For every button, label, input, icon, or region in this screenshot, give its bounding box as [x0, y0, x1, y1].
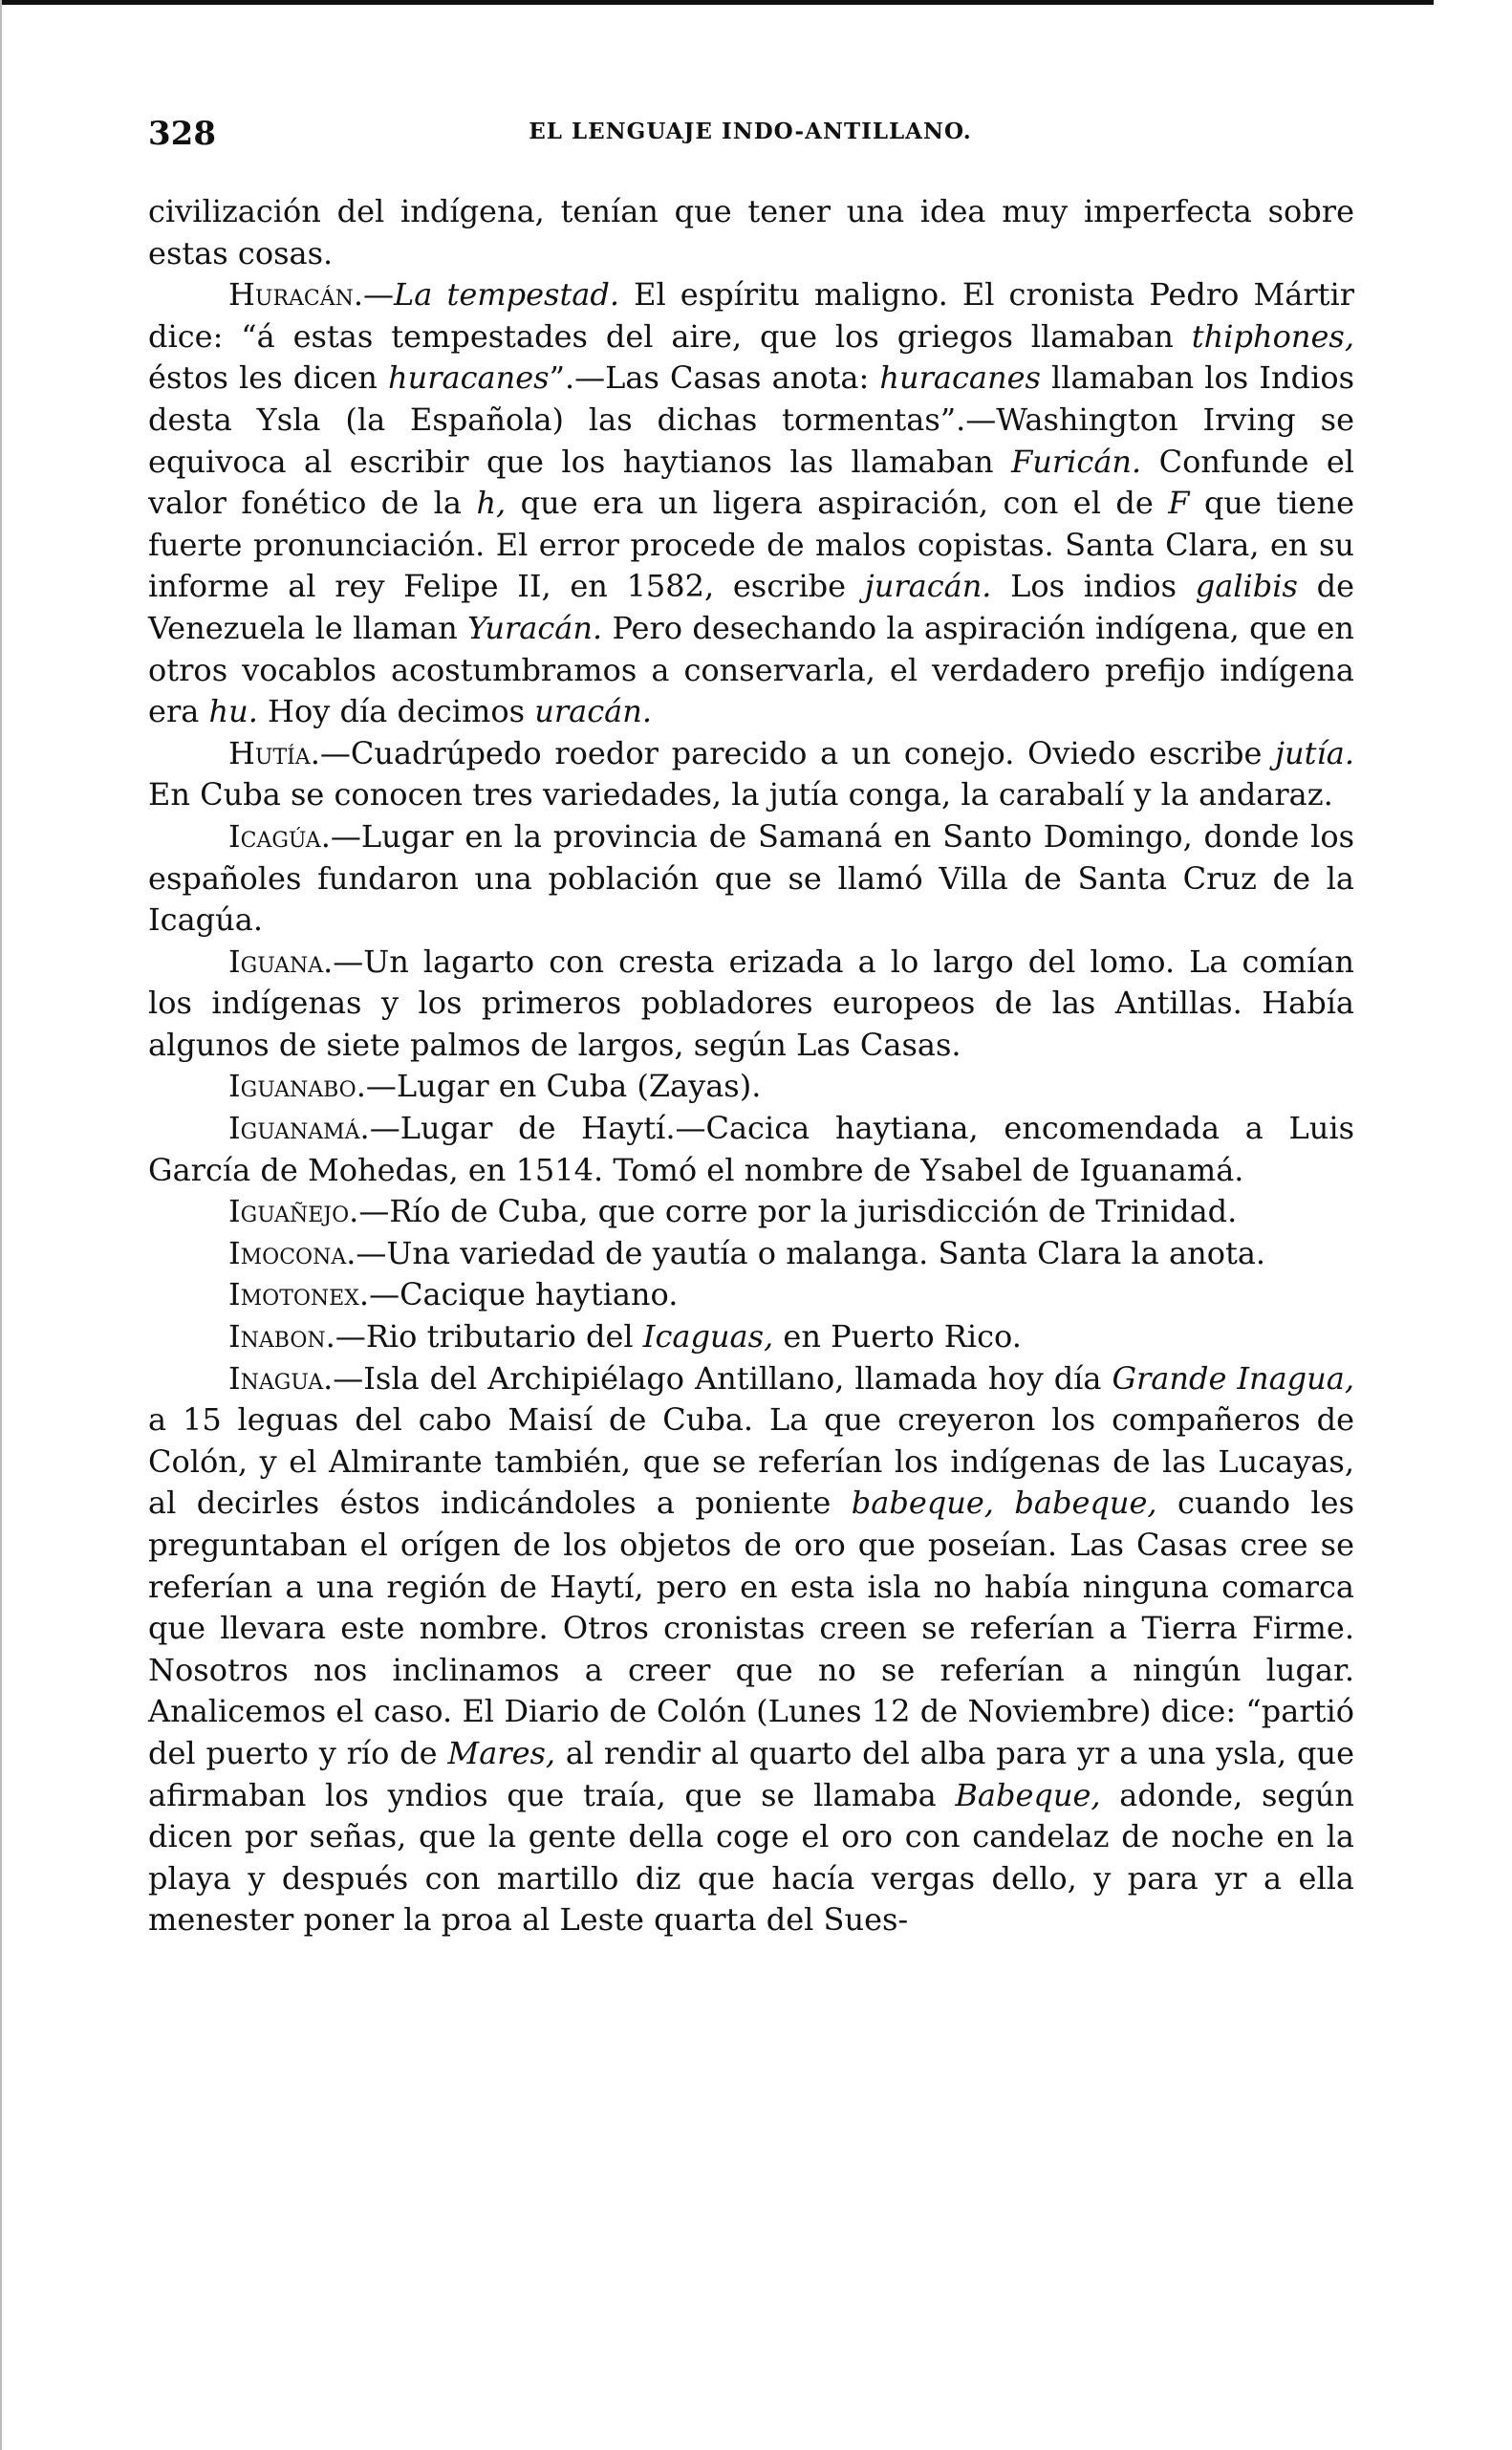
page-number: 328: [148, 115, 216, 153]
dictionary-entry: [148, 1191, 1354, 1233]
entry-headword: Huracán: [228, 276, 354, 314]
entry-text: Confunde el valor fonético de la: [148, 443, 1355, 522]
entry-text: llamaban los Indios desta Ysla (la Española) las dichas tormentas”.—Washington Irving se equivoca al escribir que los haytianos las llamaban: [148, 359, 1355, 480]
dictionary-entry: [148, 1316, 1354, 1358]
dictionary-entry: [148, 942, 1354, 1067]
entry-text: adonde, según dicen por señas, que la gente della coge el oro con candelaz de noche en la playa y después con martillo diz que hacía vergas dello, y para yr a ella menester poner la proa al Leste quarta del Sues-: [148, 1776, 1355, 1939]
entry-text: que tiene fuerte pronunciación. El error procede de malos copistas. Santa Clara, en su informe al rey Felipe II, en 1582, escribe: [148, 485, 1355, 605]
entry-text: .—Lugar de Haytí.—Cacica haytiana, encomendada a Luis García de Mohedas, en 1514. Tomó el nombre de Ysabel de Iguanamá.: [148, 1110, 1354, 1188]
entry-headword: Imocona: [228, 1234, 347, 1271]
left-page-edge: [0, 0, 2, 2450]
entry-text: En Cuba se conocen tres variedades, la jutía conga, la carabalí y la andaraz.: [148, 776, 1333, 813]
entry-text: de Venezuela le llaman: [148, 568, 1354, 646]
entry-headword: Iguañejo: [228, 1193, 350, 1230]
italic-term: La tempestad.: [394, 276, 620, 314]
top-border-line: [0, 0, 1434, 5]
page-header: [148, 115, 1352, 172]
entry-headword: Inabon: [228, 1318, 326, 1355]
entry-headword: Hutía: [228, 734, 311, 771]
italic-term: Grande Inagua,: [1112, 1359, 1355, 1397]
entry-text: ”.—Las Casas anota:: [549, 359, 880, 397]
entry-text: .—Isla del Archipiélago Antillano, llamada hoy día: [323, 1359, 1112, 1397]
entry-text: civilización del indígena, tenían que tener una idea muy imperfecta sobre estas cosas.: [148, 193, 1354, 271]
entry-text: .—Lugar en la provincia de Samaná en Santo Domingo, donde los españoles fundaron una población que se llamó Villa de Santa Cruz de la Icagúa.: [148, 817, 1354, 939]
dictionary-entry: [148, 1233, 1354, 1275]
entry-text: en Puerto Rico.: [773, 1318, 1022, 1355]
italic-term: h,: [476, 485, 507, 522]
entry-text: .—Cuadrúpedo roedor parecido a un conejo. Oviedo escribe: [310, 734, 1276, 771]
dictionary-entry: [148, 274, 1354, 733]
entry-text: Los indios: [991, 568, 1196, 605]
entry-text: .—Río de Cuba, que corre por la jurisdicción de Trinidad.: [349, 1193, 1238, 1230]
entry-headword: Imotonex: [228, 1276, 359, 1313]
dictionary-entry: [148, 733, 1354, 816]
entry-text: .—Lugar en Cuba (Zayas).: [356, 1068, 762, 1105]
continuation-paragraph: [148, 191, 1354, 274]
entry-text: El espíritu maligno. El cronista Pedro Mártir dice: “á estas tempestades del aire, que los griegos llamaban: [148, 276, 1354, 355]
entry-headword: Icagúa: [228, 817, 321, 855]
page-body: [148, 191, 1354, 1941]
dictionary-entry: [148, 1358, 1354, 1941]
italic-term: jutía.: [1275, 734, 1354, 771]
entry-text: éstos les dicen: [148, 359, 389, 397]
entry-text: .—Rio tributario del: [325, 1318, 643, 1355]
italic-term: Icaguas,: [642, 1318, 774, 1355]
italic-term: Babeque,: [955, 1776, 1101, 1813]
italic-term: galibis: [1195, 568, 1298, 605]
entry-headword: Iguanabo: [228, 1068, 356, 1105]
entry-text: .—Una variedad de yautía o malanga. Santa Clara la anota.: [346, 1234, 1266, 1271]
entry-headword: Iguana: [228, 943, 324, 980]
italic-term: uracán.: [534, 693, 652, 730]
running-title: EL LENGUAJE INDO-ANTILLANO.: [529, 119, 972, 144]
dictionary-entry: [148, 1108, 1354, 1191]
italic-term: huracanes: [879, 359, 1041, 397]
dictionary-entry: [148, 816, 1354, 942]
italic-term: juracán.: [864, 568, 992, 605]
entry-text: .—Cacique haytiano.: [358, 1276, 679, 1313]
entry-text: .—: [353, 276, 395, 314]
entry-text: cuando les preguntaban el orígen de los objetos de oro que poseían. Las Casas cree se referían a una región de Haytí, pero en esta isla no había ninguna comarca que llevara este nombre. Otros cronistas creen se referían a Tierra Firme. Nosotros nos inclinamos a creer que no se referían a ningún lugar. Analicemos el caso. El Diario de Colón (Lunes 12 de Noviembre) dice: “partió del puerto y río de: [148, 1485, 1355, 1771]
entry-headword: Inagua: [228, 1359, 324, 1397]
italic-term: F: [1168, 485, 1190, 522]
italic-term: babeque, babeque,: [851, 1485, 1157, 1522]
italic-term: huracanes: [388, 359, 550, 397]
entry-text: Pero desechando la aspiración indígena, que en otros vocablos acostumbramos a conservarla, el verdadero prefijo indígena era: [148, 609, 1355, 730]
entry-text: .—Un lagarto con cresta erizada a lo largo del lomo. La comían los indígenas y los primeros pobladores europeos de las Antillas. Había algunos de siete palmos de largos, según Las Casas.: [148, 943, 1354, 1063]
dictionary-entry: [148, 1066, 1354, 1108]
italic-term: Yuracán.: [467, 609, 603, 646]
italic-term: Mares,: [447, 1734, 556, 1771]
italic-term: Furicán.: [1011, 443, 1142, 480]
entry-text: al rendir al quarto del alba para yr a una ysla, que afirmaban los yndios que traía, que se llamaba: [148, 1734, 1355, 1813]
italic-term: hu.: [208, 693, 258, 730]
entry-headword: Iguanamá: [228, 1110, 360, 1147]
entry-text: Hoy día decimos: [257, 693, 535, 730]
dictionary-entry: [148, 1274, 1354, 1316]
entry-text: a 15 leguas del cabo Maisí de Cuba. La que creyeron los compañeros de Colón, y el Almirante también, que se referían los indígenas de las Lucayas, al decirles éstos indicándoles a poniente: [148, 1401, 1354, 1522]
italic-term: thiphones,: [1191, 317, 1354, 355]
entry-text: que era un ligera aspiración, con el de: [506, 485, 1169, 522]
